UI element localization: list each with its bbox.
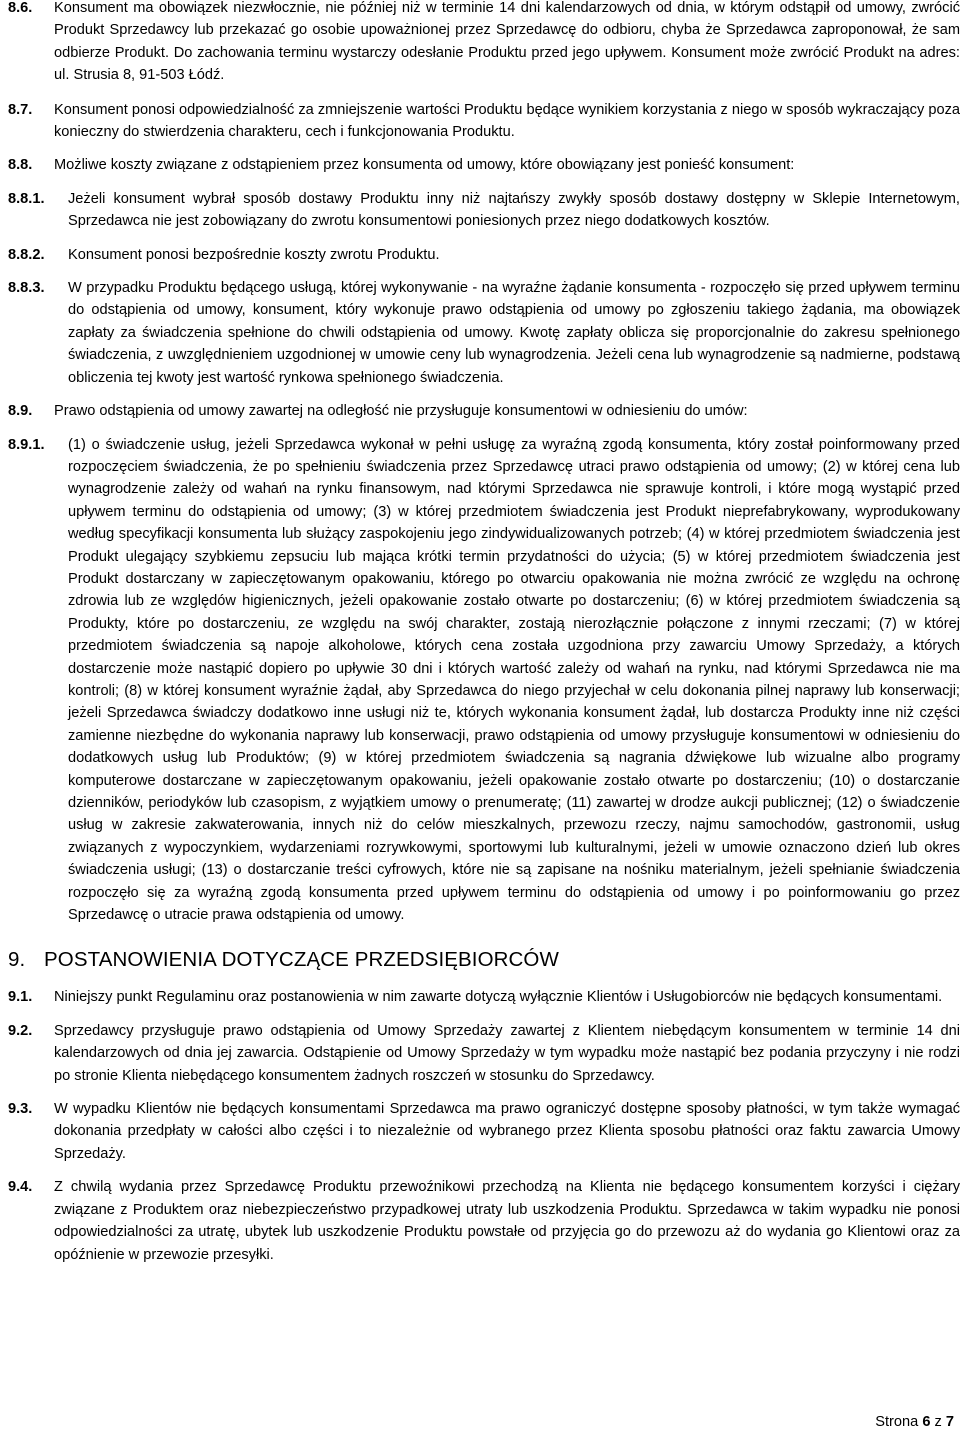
paragraph-9-2 (8, 1020, 960, 1087)
paragraph-9-4 (8, 1176, 960, 1266)
page-label: Strona (875, 1414, 919, 1430)
paragraph-8-8 (8, 154, 960, 176)
paragraph-text: W wypadku Klientów nie będących konsumentami Sprzedawca ma prawo ograniczyć dostępne sposoby płatności, w tym także wymagać dokonania przedpłaty w całości albo części i to niezależnie od wybranego przez Klienta sposobu płatności oraz faktu zawarcia Umowy Sprzedaży. (54, 1101, 960, 1162)
paragraph-number: 9.4. (8, 1179, 33, 1196)
paragraph-number: 8.8. (8, 157, 33, 174)
section-heading-9 (8, 946, 960, 974)
paragraph-8-9 (8, 400, 960, 422)
paragraph-number: 8.9.1. (8, 436, 45, 453)
paragraph-number: 8.7. (8, 101, 33, 118)
page-footer (875, 1413, 954, 1431)
paragraph-text: Konsument ponosi odpowiedzialność za zmniejszenie wartości Produktu będące wynikiem korzystania z niego w sposób wykraczający poza konieczny do stwierdzenia charakteru, cech i funkcjonowania Produktu. (54, 101, 960, 141)
paragraph-8-8-2 (8, 244, 960, 266)
total-page-count: 7 (945, 1414, 954, 1430)
paragraph-text: W przypadku Produktu będącego usługą, której wykonywanie - na wyraźne żądanie konsumenta - rozpoczęło się przed upływem terminu do odstąpienia od umowy, konsument, który wykonuje prawo odstąpienia od umowy po zgłoszeniu takiego żądania, ma obowiązek zapłaty za świadczenia spełnione do chwili odstąpienia od umowy. Kwotę zapłaty oblicza się proporcjonalnie do zakresu spełnionego świadczenia, z uwzględnieniem uzgodnionej w umowie ceny lub wynagrodzenia. Jeżeli cena lub wynagrodzenie są nadmierne, podstawą obliczenia tej kwoty jest wartość rynkowa spełnionego świadczenia. (68, 280, 960, 386)
paragraph-8-8-3 (8, 277, 960, 389)
paragraph-8-8-1 (8, 188, 960, 233)
paragraph-text: Konsument ma obowiązek niezwłocznie, nie później niż w terminie 14 dni kalendarzowych od dnia, w którym odstąpił od umowy, zwrócić Produkt Sprzedawcy lub przekazać go osobie upoważnionej przez Sprzedawcę do odbioru, chyba że Sprzedawca zaproponował, że sam odbierze Produkt. Do zachowania terminu wystarczy odesłanie Produktu przed jego upływem. Konsument może zwrócić Produkt na adres: ul. Strusia 8, 91-503 Łódź. (54, 0, 960, 84)
paragraph-text: Konsument ponosi bezpośrednie koszty zwrotu Produktu. (68, 246, 440, 263)
paragraph-text: (1) o świadczenie usług, jeżeli Sprzedawca wykonał w pełni usługę za wyraźną zgodą konsumenta, który został poinformowany przed rozpoczęciem świadczenia, że po spełnieniu świadczenia przez Sprzedawcę utraci prawo odstąpienia od umowy; (2) w której cena lub wynagrodzenie zależy od wahań na rynku finansowym, nad którymi Sprzedawca nie sprawuje kontroli, i które mogą wystąpić przed upływem terminu do odstąpienia od umowy; (3) w której przedmiotem świadczenia jest Produkt nieprefabrykowany, wyprodukowany według specyfikacji konsumenta lub służący zaspokojeniu jego zindywidualizowanych potrzeb; (4) w której przedmiotem świadczenia jest Produkt ulegający szybkiemu zepsuciu lub mająca krótki termin przydatności do użycia; (5) w której przedmiotem świadczenia jest Produkt dostarczany w zapieczętowanym opakowaniu, którego po otwarciu opakowania nie można zwrócić ze względu na ochronę zdrowia lub ze względów higienicznych, jeżeli opakowanie zostało otwarte po dostarczeniu; (6) w której przedmiotem świadczenia są Produkty, które po dostarczeniu, ze względu na swój charakter, zostają nierozłącznie połączone z innymi rzeczami; (7) w której przedmiotem świadczenia są napoje alkoholowe, których cena została uzgodniona przy zawarciu Umowy Sprzedaży, a których dostarczenie może nastąpić dopiero po upływie 30 dni i których wartość zależy od wahań na rynku, nad którymi Sprzedawca nie ma kontroli; (8) w której konsument wyraźnie żądał, aby Sprzedawca do niego przyjechał w celu dokonania pilnej naprawy lub konserwacji; jeżeli Sprzedawca świadczy dodatkowo inne usługi niż te, których wykonania konsument żądał, lub dostarcza Produkty inne niż części zamienne niezbędne do wykonania naprawy lub konserwacji, prawo odstąpienia od umowy przysługuje konsumentowi w odniesieniu do dodatkowych usług lub Produktów; (9) w której przedmiotem świadczenia są nagrania dźwiękowe lub wizualne albo programy komputerowe dostarczane w zapieczętowanym opakowaniu, jeżeli opakowanie zostało otwarte po dostarczeniu; (10) o dostarczanie dzienników, periodyków lub czasopism, z wyjątkiem umowy o prenumeratę; (11) zawartej w drodze aukcji publicznej; (12) o świadczenie usług w zakresie zakwaterowania, innych niż do celów mieszkalnych, przewozu rzeczy, najmu samochodów, gastronomii, usług związanych z wypoczynkiem, wydarzeniami rozrywkowymi, sportowymi lub kulturalnymi, jeżeli w umowie oznaczono dzień lub okres świadczenia usługi; (13) o dostarczanie treści cyfrowych, które nie są zapisane na nośniku materialnym, jeżeli spełnianie świadczenia rozpoczęło się za wyraźną zgodą konsumenta przed upływem terminu do odstąpienia od umowy i po poinformowaniu go przez Sprzedawcę o utracie prawa odstąpienia od umowy. (68, 436, 960, 924)
paragraph-number: 8.6. (8, 0, 33, 16)
paragraph-number: 9.3. (8, 1101, 33, 1118)
paragraph-text: Niniejszy punkt Regulaminu oraz postanowienia w nim zawarte dotyczą wyłącznie Klientów i Usługobiorców nie będących konsumentami. (54, 989, 943, 1006)
section-title: POSTANOWIENIA DOTYCZĄCE PRZEDSIĘBIORCÓW (44, 948, 559, 972)
paragraph-text: Możliwe koszty związane z odstąpieniem przez konsumenta od umowy, które obowiązany jest ponieść konsument: (54, 157, 795, 174)
page-separator: z (934, 1414, 942, 1430)
section-number: 9. (8, 948, 26, 972)
paragraph-8-7 (8, 99, 960, 144)
paragraph-text: Prawo odstąpienia od umowy zawartej na odległość nie przysługuje konsumentowi w odniesieniu do umów: (54, 403, 748, 420)
paragraph-number: 8.9. (8, 403, 33, 420)
current-page-number: 6 (922, 1414, 931, 1430)
paragraph-number: 8.8.3. (8, 280, 45, 297)
paragraph-text: Sprzedawcy przysługuje prawo odstąpienia od Umowy Sprzedaży zawartej z Klientem niebędącym konsumentem w terminie 14 dni kalendarzowych od dnia jej zawarcia. Odstąpienie od Umowy Sprzedaży w tym wypadku może nastąpić bez podania przyczyny i nie rodzi po stronie Klienta niebędącego konsumentem żadnych roszczeń w stosunku do Sprzedawcy. (54, 1022, 960, 1084)
paragraph-number: 9.1. (8, 989, 33, 1006)
paragraph-text: Z chwilą wydania przez Sprzedawcę Produktu przewoźnikowi przechodzą na Klienta nie będącego konsumentem korzyści i ciężary związane z Produktem oraz niebezpieczeństwo przypadkowej utraty lub uszkodzenia Produktu. Sprzedawca w takim wypadku nie ponosi odpowiedzialności za utratę, ubytek lub uszkodzenie Produktu powstałe od przyjęcia go do przewozu aż do wydania go Klientowi oraz za opóźnienie w przewozie przesyłki. (54, 1179, 960, 1263)
paragraph-number: 8.8.2. (8, 246, 45, 263)
paragraph-number: 8.8.1. (8, 190, 45, 207)
paragraph-8-6 (8, 0, 960, 87)
paragraph-9-3 (8, 1098, 960, 1165)
paragraph-text: Jeżeli konsument wybrał sposób dostawy Produktu inny niż najtańszy zwykły sposób dostawy dostępny w Sklepie Internetowym, Sprzedawca nie jest zobowiązany do zwrotu konsumentowi poniesionych przez niego dodatkowych kosztów. (68, 190, 960, 230)
paragraph-8-9-1 (8, 434, 960, 927)
paragraph-number: 9.2. (8, 1022, 33, 1039)
paragraph-9-1 (8, 986, 960, 1008)
